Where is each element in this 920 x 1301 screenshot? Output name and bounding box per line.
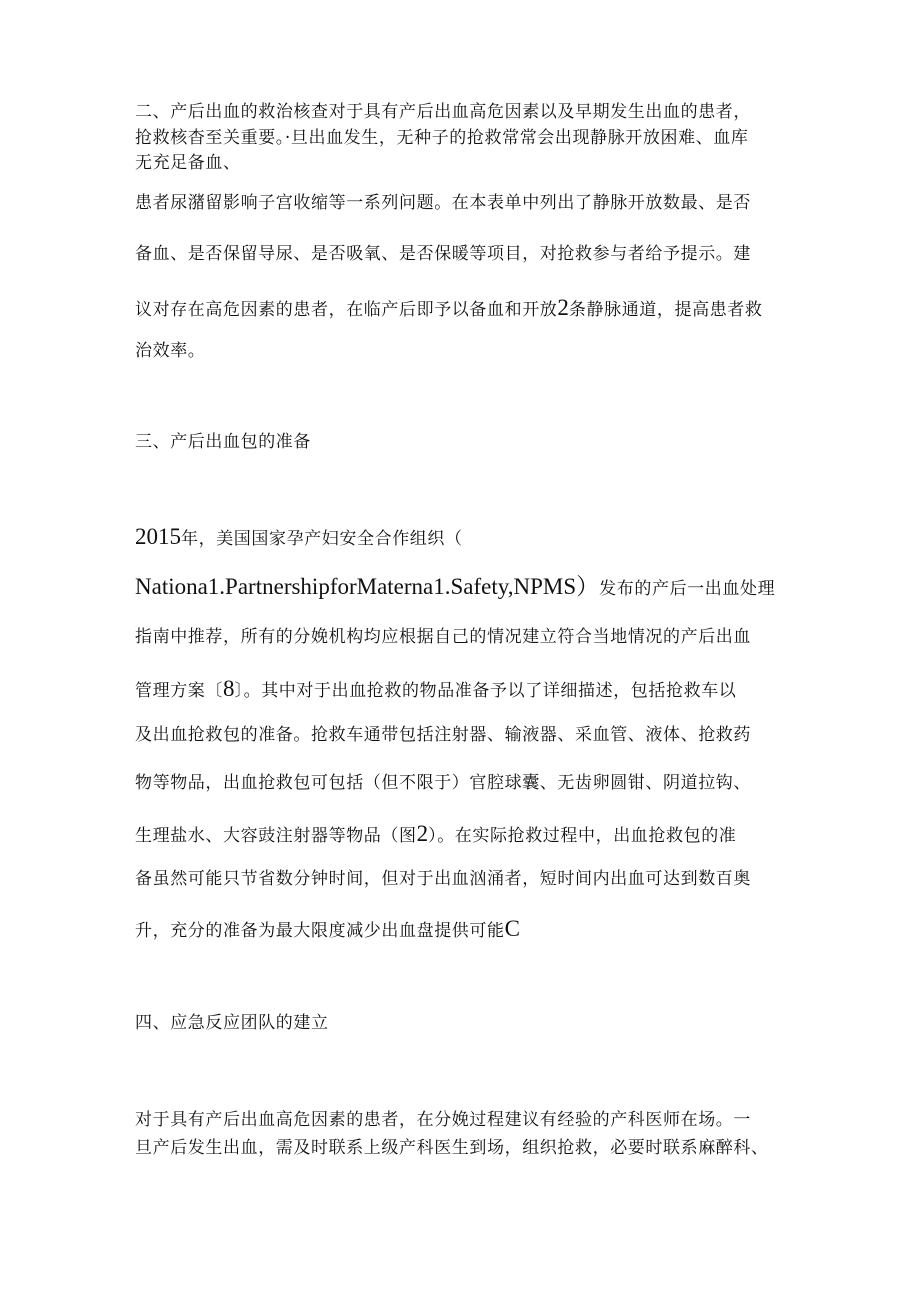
paragraph-line: 二、产后出血的救治核查对于具有产后出血高危因素以及早期发生出血的患者，: [135, 102, 751, 122]
text-run: 〕。其中对于出血抢救的物品准备予以了详细描述，包括抢救车以: [234, 681, 737, 701]
paragraph-line: 备血、是否保留导尿、是否吸氧、是否保暖等项目，对抢救参与者给予提示。建: [135, 244, 751, 264]
paragraph-line: 治效率。: [135, 341, 206, 361]
paragraph-line: [135, 575, 775, 598]
paragraph-line: 患者尿潴留影响子宫收缩等一系列问题。在本表单中列出了静脉开放数最、是否: [135, 193, 751, 213]
paragraph-line: [135, 677, 736, 700]
figure-number: 2: [416, 821, 429, 846]
paragraph-line: 物等物品，出血抢救包可包括（但不限于）官腔球囊、无齿卵圆钳、阴道拉钩、: [135, 773, 751, 793]
paragraph-line: 备虽然可能只节省数分钟时间，但对于出血汹涌者，短时间内出血可达到数百奥: [135, 869, 751, 889]
paragraph-line: [135, 822, 736, 845]
text-run: 发布的产后一出血处理: [599, 579, 776, 599]
paragraph-line: [135, 917, 520, 940]
paragraph-line: 抢救核杳至关重要。·旦出血发生，无种子的抢救常常会出现静脉开放困难、血库: [135, 128, 749, 148]
text-run: 年，美国国家孕产妇安全合作组织（: [181, 529, 463, 549]
section-heading: 三、产后出血包的准备: [135, 432, 311, 452]
text-run: 议对存在高危因素的患者，在临产后即予以备血和开放: [135, 300, 558, 320]
paragraph-line: 旦产后发生出血，需及时联系上级产科医生到场，组织抢救，必要时联系麻醉科、: [135, 1138, 769, 1158]
year-run: 2015: [135, 524, 181, 549]
paragraph-line: 无充足备血、: [135, 153, 241, 173]
text-run: ）。在实际抢救过程中，出血抢救包的准: [428, 826, 737, 846]
paragraph-line: 对于具有产后出血高危因素的患者，在分娩过程建议有经验的产科医师在场。一: [135, 1110, 751, 1130]
paragraph-line: [135, 525, 463, 548]
text-run: 管理方案〔: [135, 681, 223, 701]
latin-run: Nationa1.PartnershipforMaterna1.Safety,NPMS）: [135, 574, 600, 599]
number-run: 2: [557, 295, 569, 320]
letter-run: C: [504, 916, 520, 941]
text-run: 条静脉通道，提高患者救: [568, 300, 763, 320]
paragraph-line: 指南中推荐，所有的分娩机构均应根据自己的情况建立符合当地情况的产后出血: [135, 627, 751, 647]
reference-number: 8: [223, 676, 235, 701]
text-run: 生理盐水、大容豉注射器等物品（图: [135, 826, 417, 846]
paragraph-line: [135, 296, 763, 319]
paragraph-line: 及出血抢救包的准备。抢救车通带包括注射器、输液器、采血管、液体、抢救药: [135, 725, 751, 745]
section-heading: 四、应急反应团队的建立: [135, 1013, 329, 1033]
text-run: 升，充分的准备为最大限度减少出血盘提供可能: [135, 921, 505, 941]
